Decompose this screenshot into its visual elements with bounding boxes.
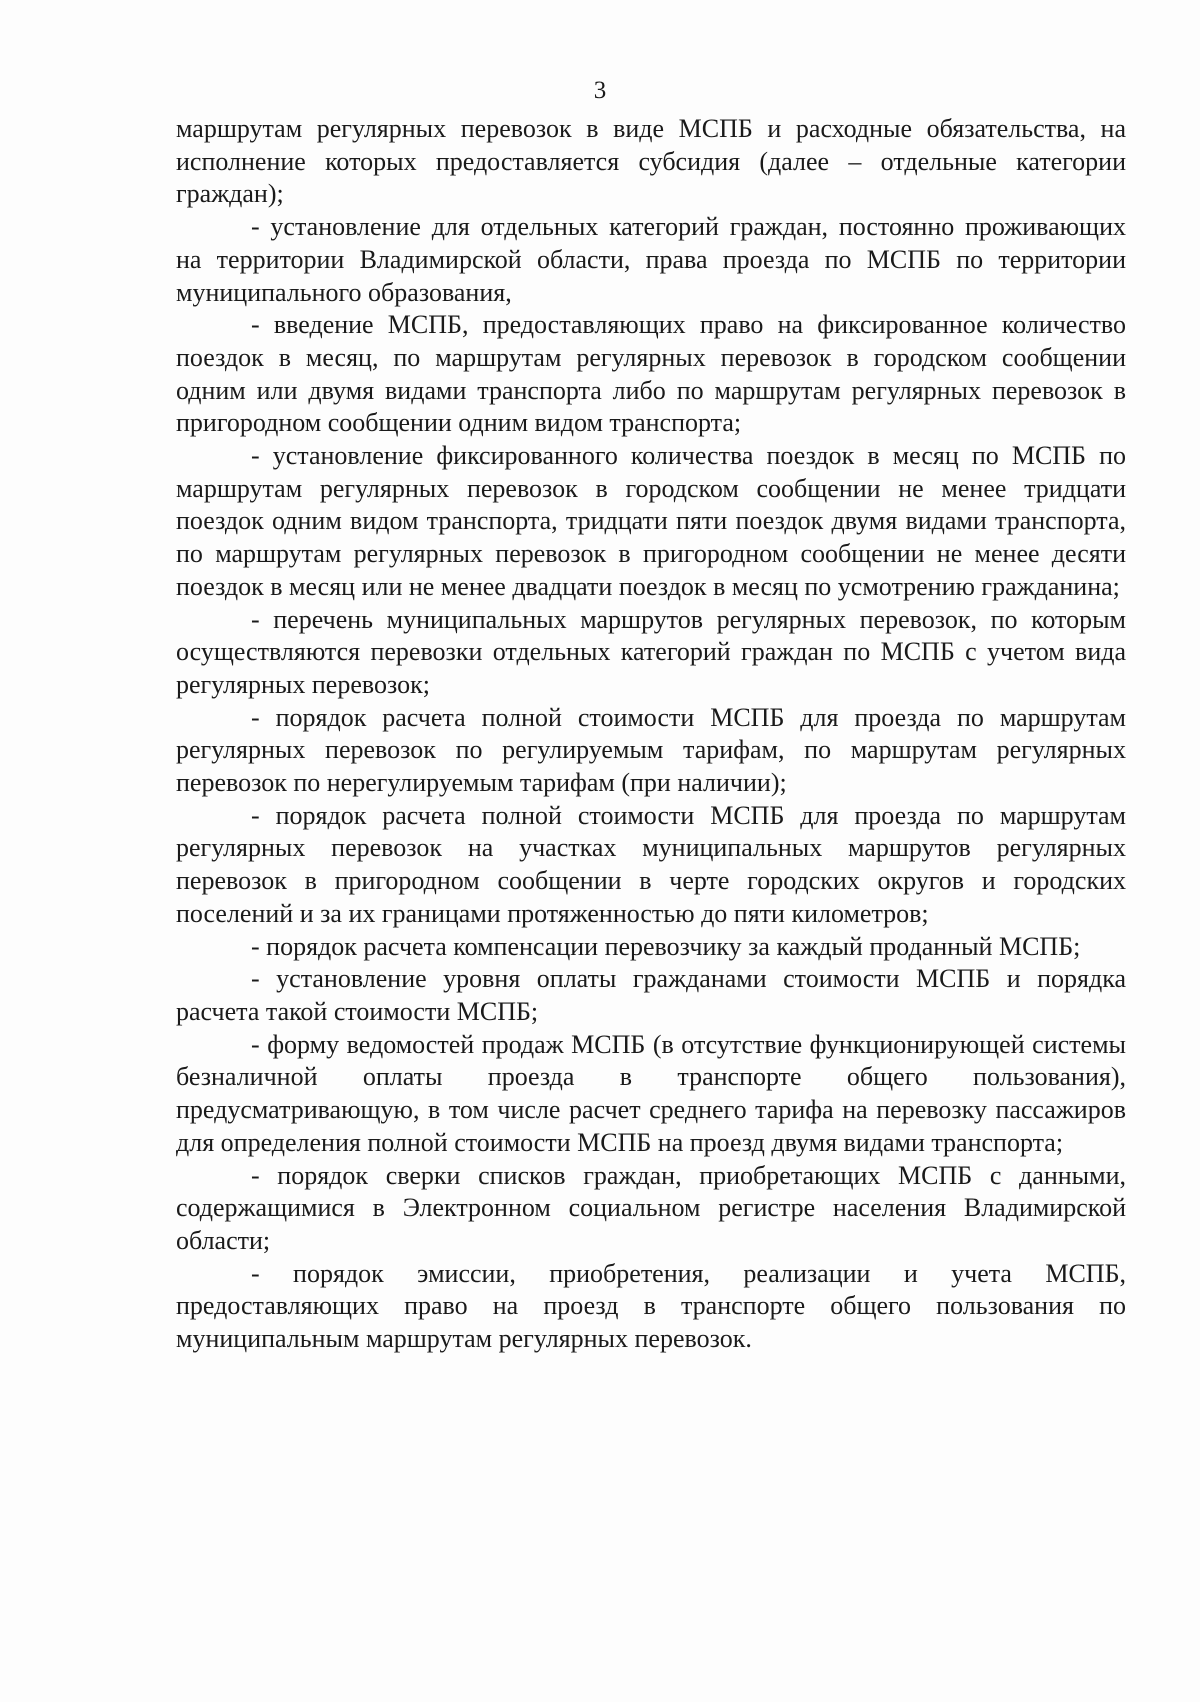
list-item-route-list: - перечень муниципальных маршрутов регулярных перевозок, по которым осуществляются перевозки отдельных категорий граждан по МСПБ с учетом вида регулярных перевозок; — [176, 604, 1126, 699]
list-item-carrier-compensation: - порядок расчета компенсации перевозчику за каждый проданный МСПБ; — [251, 931, 1081, 961]
list-item-full-cost-tariffs: - порядок расчета полной стоимости МСПБ для проезда по маршрутам регулярных перевозок по регулируемым тарифам, по маршрутам регулярных перевозок по нерегулируемым тарифам (при наличии); — [176, 702, 1126, 798]
paragraph-continuation: маршрутам регулярных перевозок в виде МСПБ и расходные обязательства, на исполнение которых предоставляется субсидия (далее – отдельные категории граждан); — [176, 114, 1126, 209]
list-item-right-of-travel: - установление для отдельных категорий граждан, постоянно проживающих на территории Владимирской области, права проезда по МСПБ по территории муниципального образования, — [176, 212, 1126, 307]
list-item-sales-sheet-form: - форму ведомостей продаж МСПБ (в отсутствие функционирующей системы безналичной оплаты проезда в транспорте общего пользования), предусматривающую, в том числе расчет среднего тарифа на перевозку пассажиров для определения полной стоимости МСПБ на проезд двумя видами транспорта; — [176, 1029, 1126, 1157]
list-item-introduction-mspb: - введение МСПБ, предоставляющих право на фиксированное количество поездок в месяц, по маршрутам регулярных перевозок в городском сообщении одним или двумя видами транспорта либо по маршрутам регулярных перевозок в пригородном сообщении одним видом транспорта; — [176, 310, 1126, 438]
list-item-list-reconciliation: - порядок сверки списков граждан, приобретающих МСПБ с данными, содержащимися в Электронном социальном регистре населения Владимирской области; — [176, 1160, 1126, 1255]
list-item-full-cost-suburban: - порядок расчета полной стоимости МСПБ для проезда по маршрутам регулярных перевозок на участках муниципальных маршрутов регулярных перевозок в пригородном сообщении в черте городских округов и городских поселений и за их границами протяженностью до пяти километров; — [176, 800, 1126, 928]
list-item-fixed-trips: - установление фиксированного количества поездок в месяц по МСПБ по маршрутам регулярных перевозок в городском сообщении не менее тридцати поездок одним видом транспорта, тридцати пяти поездок двумя видами транспорта, по маршрутам регулярных перевозок в пригородном сообщении не менее десяти поездок в месяц или не менее двадцати поездок в месяц по усмотрению гражданина; — [176, 441, 1126, 601]
document-body — [176, 113, 1126, 1356]
list-item-payment-level: - установление уровня оплаты гражданами стоимости МСПБ и порядка расчета такой стоимости МСПБ; — [176, 964, 1126, 1026]
page-number: 3 — [593, 77, 607, 104]
list-item-emission-procedure: - порядок эмиссии, приобретения, реализации и учета МСПБ, предоставляющих право на проезд в транспорте общего пользования по муниципальным маршрутам регулярных перевозок. — [176, 1258, 1126, 1354]
